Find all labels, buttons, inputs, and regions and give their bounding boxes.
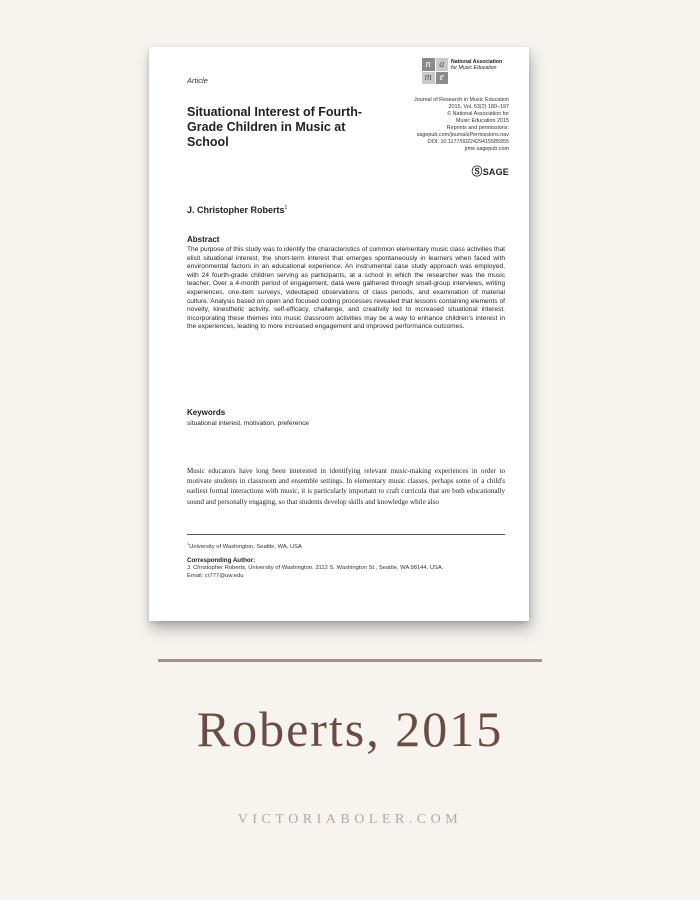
affiliation xyxy=(187,541,302,550)
website-name: VICTORIABOLER.COM xyxy=(237,812,463,827)
corresponding-author-heading: Corresponding Author: xyxy=(187,557,256,564)
sage-logo xyxy=(471,163,509,179)
journal-meta-line: Music Education 2015 xyxy=(455,118,509,124)
keywords-heading: Keywords xyxy=(187,408,226,417)
logo-letter: n xyxy=(422,58,435,71)
divider-line xyxy=(158,659,542,662)
association-line: National Association xyxy=(451,59,503,65)
affiliation-footnote-mark: 1 xyxy=(187,541,190,546)
article-label: Article xyxy=(187,76,208,85)
journal-meta-line: DOI: 10.1177/0022429415585955 xyxy=(427,139,509,145)
journal-meta-line: Journal of Research in Music Education xyxy=(414,97,509,103)
keywords-text: situational interest, motivation, preference xyxy=(187,420,310,427)
affiliation-text: University of Washington, Seattle, WA, USA xyxy=(189,543,302,550)
journal-meta-line: Reprints and permissions: xyxy=(446,125,509,131)
journal-meta xyxy=(349,97,509,153)
citation-caption: Roberts, 2015 xyxy=(196,701,504,757)
journal-meta-line: sagepub.com/journalsPermissions.nav xyxy=(416,132,509,138)
journal-meta-line: 2015, Vol. 63(2) 180–197 xyxy=(448,104,509,110)
association-name xyxy=(451,59,521,71)
paper-title: Situational Interest of Fourth-Grade Children in Music at School xyxy=(187,105,362,149)
corresponding-author-address: J. Christopher Roberts, University of Washington, 3112 S. Washington St., Seattle, WA 98144, USA. xyxy=(187,565,444,571)
author-name xyxy=(187,205,287,215)
logo-letter: a xyxy=(436,58,449,71)
journal-meta-line: © National Association for xyxy=(447,111,509,117)
author-text: J. Christopher Roberts xyxy=(187,205,285,215)
sage-s-icon: Ⓢ xyxy=(471,166,483,178)
corresponding-author-email: Email: cr777@uw.edu xyxy=(187,572,244,579)
name-logo-icon xyxy=(422,58,448,84)
abstract-text: The purpose of this study was to identify the characteristics of common elementary music class activities that elicit situational interest, the short-term interest that emerges spontaneously in learners when faced with environmental factors in an educational experience. An instrumental case study approach was employed, with 24 fourth-grade children serving as participants, at a school in which the researcher was the music teacher. Over a 4-month period of engagement, data were gathered through small-group interviews, writing experiences, one-item surveys, videotaped observations of class periods, and examination of material culture. Analysis based on open and focused coding processes revealed that lessons containing elements of novelty, kinesthetic activity, self-efficacy, challenge, and creativity led to increased situational interest. Incorporating these themes into music classroom activities may be a way to enhance children's interest in the experiences, leading to more increased engagement and improved performance outcomes. xyxy=(187,246,505,331)
abstract-heading: Abstract xyxy=(187,235,220,244)
association-line: for Music Education xyxy=(451,65,497,71)
footnote-divider xyxy=(187,534,505,535)
publisher-name: SAGE xyxy=(482,167,509,177)
journal-meta-line: jrme.sagepub.com xyxy=(464,146,509,152)
logo-letter: e xyxy=(436,72,449,85)
logo-letter: m xyxy=(422,72,435,85)
paper-thumbnail xyxy=(149,47,529,621)
corresponding-author-details xyxy=(187,565,517,580)
author-footnote-mark: 1 xyxy=(284,205,288,211)
body-paragraph: Music educators have long been interested in identifying relevant music-making experiences in order to motivate students in classroom and ensemble settings. In elementary music classes, perhaps some of a child's earliest formal interactions with music, it is particularly important to craft curricula that are both educationally sound and personally engaging, so that students develop skills and knowledge while also xyxy=(187,467,505,506)
